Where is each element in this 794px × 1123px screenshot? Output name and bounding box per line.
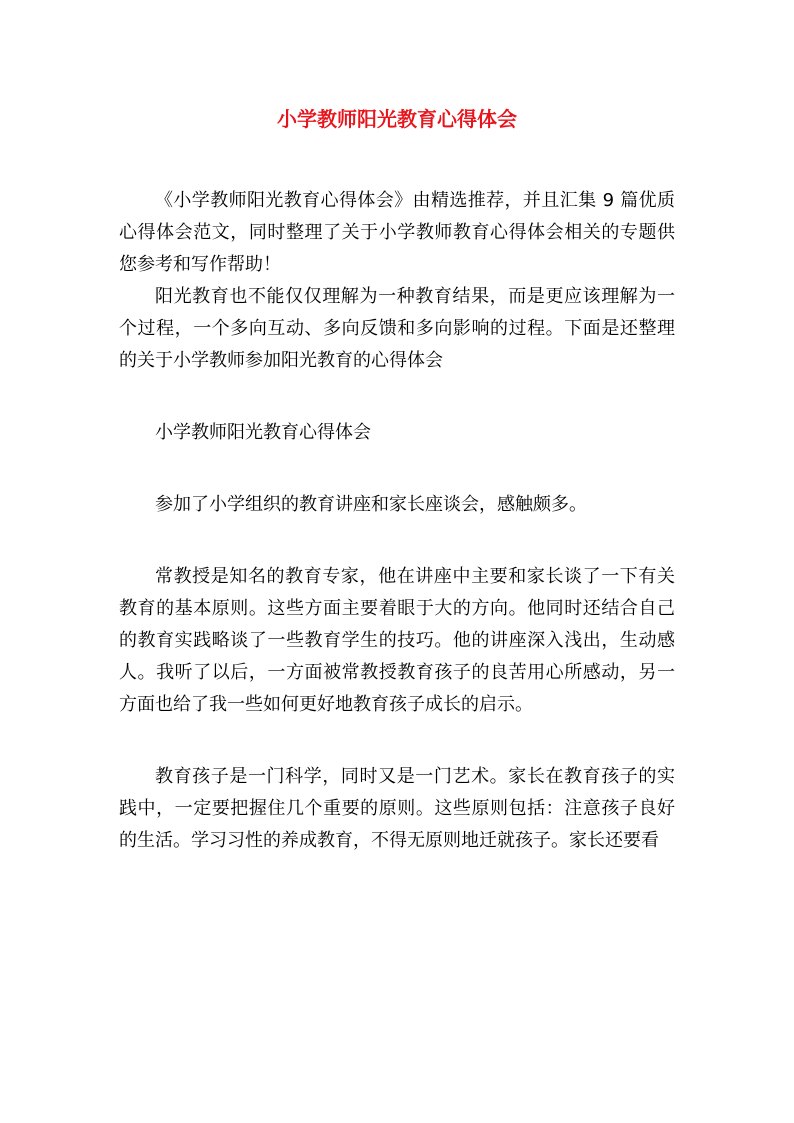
paragraph-body: 参加了小学组织的教育讲座和家长座谈会，感触颇多。	[155, 494, 587, 515]
paragraph-intro: 《小学教师阳光教育心得体会》由精选推荐，并且汇集 9 篇优质心得体会范文，同时整理了关于小学教师教育心得体会相关的专题供您参考和写作帮助！	[119, 190, 675, 275]
paragraph-spacer	[119, 449, 675, 489]
paragraph-spacer	[119, 721, 675, 761]
document-body	[119, 185, 675, 857]
paragraph-spacer	[119, 521, 675, 561]
paragraph-body: 教育孩子是一门科学，同时又是一门艺术。家长在教育孩子的实践中，一定要把握住几个重要的原则。这些原则包括：注意孩子良好的生活。学习习性的养成教育，不得无原则地迁就孩子。家长还要看	[119, 766, 675, 851]
paragraph-summary: 阳光教育也不能仅仅理解为一种教育结果，而是更应该理解为一个过程，一个多向互动、多向反馈和多向影响的过程。下面是还整理的关于小学教师参加阳光教育的心得体会	[119, 286, 675, 371]
paragraph-body: 常教授是知名的教育专家，他在讲座中主要和家长谈了一下有关教育的基本原则。这些方面主要着眼于大的方向。他同时还结合自己的教育实践略谈了一些教育学生的技巧。他的讲座深入浅出，生动感人。我听了以后，一方面被常教授教育孩子的良苦用心所感动，另一方面也给了我一些如何更好地教育孩子成长的启示。	[119, 566, 675, 715]
document-title: 小学教师阳光教育心得体会	[277, 107, 517, 131]
section-heading: 小学教师阳光教育心得体会	[155, 422, 371, 443]
paragraph-spacer	[119, 377, 675, 417]
